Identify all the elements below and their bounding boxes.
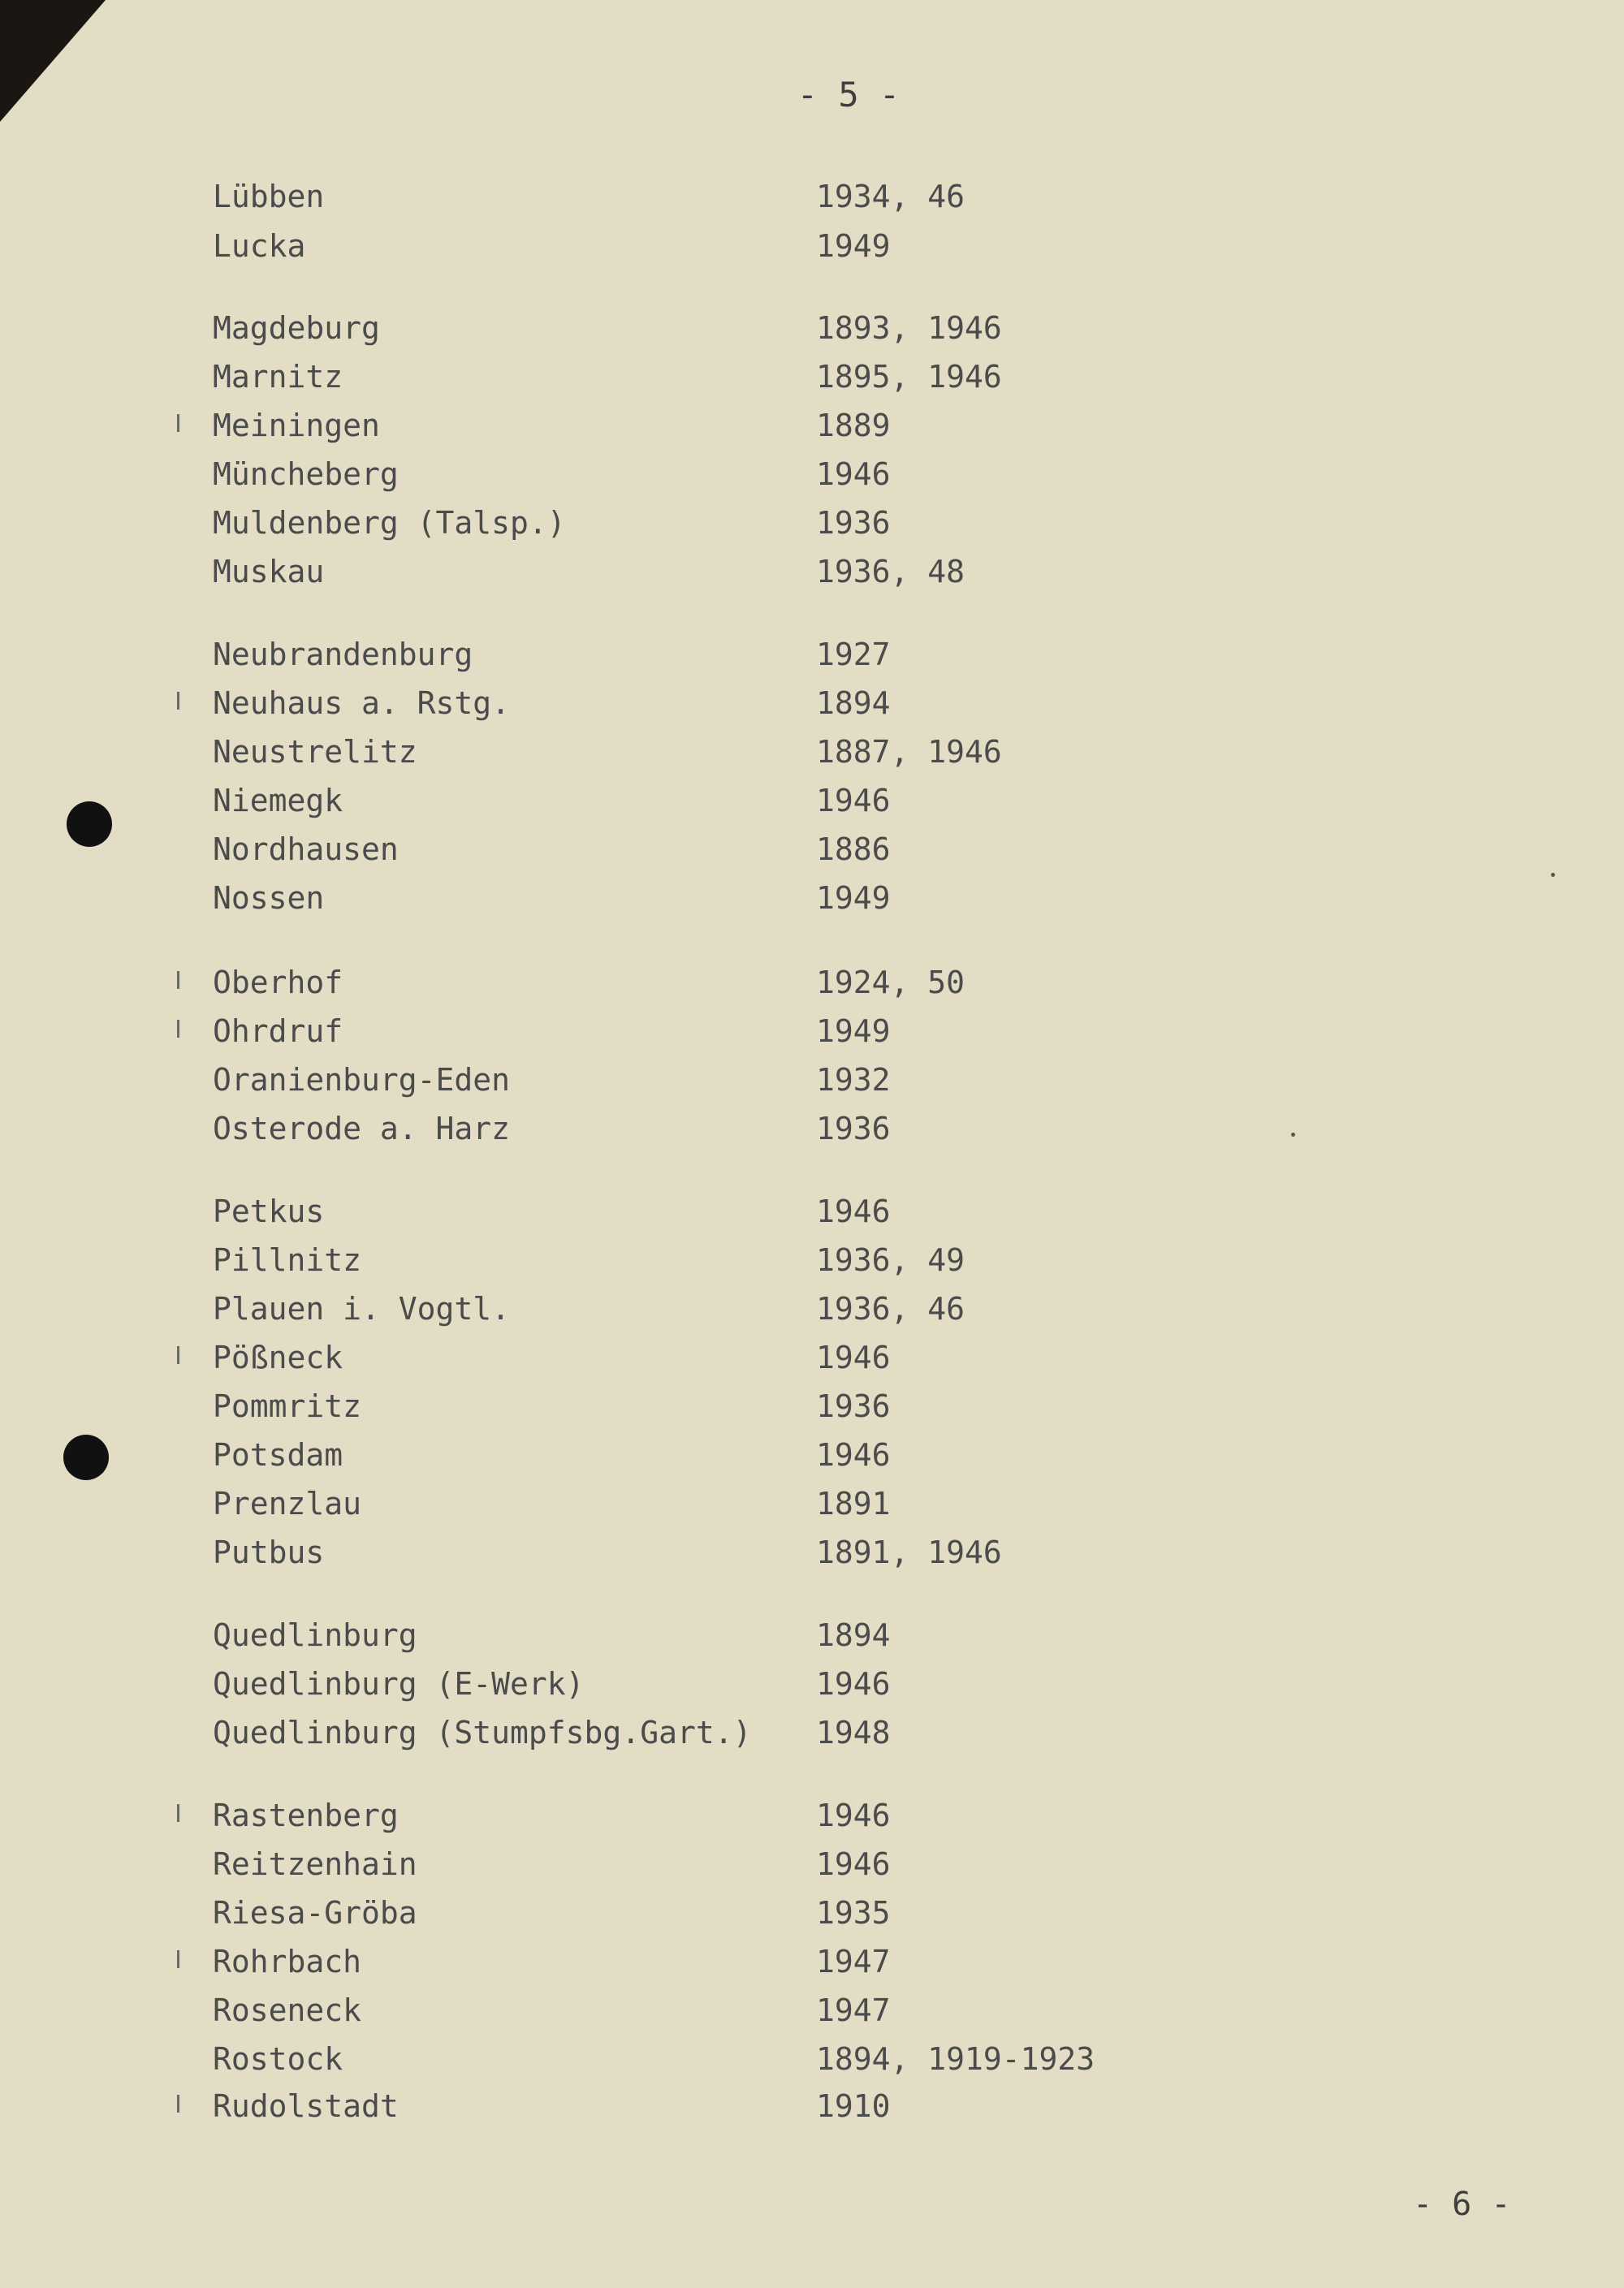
pencil-tick-mark xyxy=(177,414,179,432)
years-value: 1936, 46 xyxy=(816,1291,965,1327)
place-name: Osterode a. Harz xyxy=(213,1111,511,1146)
place-name: Rastenberg xyxy=(213,1798,399,1833)
list-item xyxy=(0,1338,1299,1377)
place-name: Ohrdruf xyxy=(213,1013,343,1049)
years-value: 1894 xyxy=(816,1617,891,1653)
place-name: Riesa-Gröba xyxy=(213,1895,417,1931)
place-name: Potsdam xyxy=(213,1437,343,1473)
place-name: Rohrbach xyxy=(213,1944,362,1979)
paper-speck xyxy=(1551,873,1555,877)
page-number: - 5 - xyxy=(797,75,901,114)
pencil-tick-mark xyxy=(177,1346,179,1364)
list-item xyxy=(0,684,1299,723)
place-name: Marnitz xyxy=(213,359,343,395)
list-item xyxy=(0,1713,1299,1752)
list-item xyxy=(0,1533,1299,1572)
years-value: 1886 xyxy=(816,831,891,867)
years-value: 1894 xyxy=(816,685,891,721)
list-item xyxy=(0,1893,1299,1932)
list-item xyxy=(0,552,1299,591)
list-item xyxy=(0,2087,1299,2126)
years-value: 1893, 1946 xyxy=(816,310,1002,346)
years-value: 1932 xyxy=(816,1062,891,1098)
years-value: 1949 xyxy=(816,228,891,264)
place-name: Lucka xyxy=(213,228,306,264)
list-item xyxy=(0,1616,1299,1655)
list-item xyxy=(0,1012,1299,1051)
pencil-tick-mark xyxy=(177,1020,179,1038)
list-item xyxy=(0,1664,1299,1703)
pencil-tick-mark xyxy=(177,2095,179,2113)
years-value: 1924, 50 xyxy=(816,965,965,1000)
years-value: 1887, 1946 xyxy=(816,734,1002,770)
years-value: 1934, 46 xyxy=(816,179,965,214)
years-value: 1936 xyxy=(816,1111,891,1146)
place-name: Petkus xyxy=(213,1194,325,1229)
list-item xyxy=(0,1289,1299,1328)
place-name: Putbus xyxy=(213,1535,325,1570)
years-value: 1889 xyxy=(816,408,891,443)
years-value: 1936, 48 xyxy=(816,554,965,589)
list-item xyxy=(0,177,1299,216)
years-value: 1949 xyxy=(816,1013,891,1049)
place-name: Quedlinburg (E-Werk) xyxy=(213,1666,585,1702)
place-name: Meiningen xyxy=(213,408,380,443)
place-name: Neuhaus a. Rstg. xyxy=(213,685,511,721)
list-item xyxy=(0,1796,1299,1835)
place-name: Lübben xyxy=(213,179,325,214)
years-value: 1910 xyxy=(816,2088,891,2124)
place-name: Pommritz xyxy=(213,1388,362,1424)
place-name: Prenzlau xyxy=(213,1486,362,1522)
years-value: 1935 xyxy=(816,1895,891,1931)
list-item xyxy=(0,503,1299,542)
list-item xyxy=(0,1060,1299,1099)
years-value: 1947 xyxy=(816,1944,891,1979)
list-item xyxy=(0,1484,1299,1523)
list-item xyxy=(0,781,1299,820)
list-item xyxy=(0,1192,1299,1231)
years-value: 1946 xyxy=(816,456,891,492)
place-name: Nordhausen xyxy=(213,831,399,867)
years-value: 1946 xyxy=(816,1798,891,1833)
years-value: 1946 xyxy=(816,1194,891,1229)
list-item xyxy=(0,732,1299,771)
pencil-tick-mark xyxy=(177,1804,179,1822)
place-name: Müncheberg xyxy=(213,456,399,492)
list-item xyxy=(0,227,1299,265)
place-name: Oranienburg-Eden xyxy=(213,1062,511,1098)
place-name: Niemegk xyxy=(213,783,343,818)
place-name: Neustrelitz xyxy=(213,734,417,770)
years-value: 1949 xyxy=(816,880,891,916)
pencil-tick-mark xyxy=(177,971,179,989)
pencil-tick-mark xyxy=(177,1950,179,1968)
list-item xyxy=(0,1109,1299,1148)
list-item xyxy=(0,879,1299,917)
list-item xyxy=(0,406,1299,445)
list-item xyxy=(0,830,1299,869)
list-item xyxy=(0,963,1299,1002)
years-value: 1946 xyxy=(816,783,891,818)
place-name: Pößneck xyxy=(213,1340,343,1375)
place-name: Roseneck xyxy=(213,1992,362,2028)
list-item xyxy=(0,455,1299,494)
list-item xyxy=(0,635,1299,674)
place-name: Reitzenhain xyxy=(213,1846,417,1882)
years-value: 1946 xyxy=(816,1437,891,1473)
years-value: 1894, 1919-1923 xyxy=(816,2041,1095,2077)
list-item xyxy=(0,1387,1299,1426)
years-value: 1891, 1946 xyxy=(816,1535,1002,1570)
place-name: Oberhof xyxy=(213,965,343,1000)
years-value: 1947 xyxy=(816,1992,891,2028)
years-value: 1891 xyxy=(816,1486,891,1522)
folded-corner xyxy=(0,0,106,122)
place-name: Muskau xyxy=(213,554,325,589)
list-item xyxy=(0,1991,1299,2030)
place-name: Magdeburg xyxy=(213,310,380,346)
place-name: Quedlinburg xyxy=(213,1617,417,1653)
list-item xyxy=(0,2040,1299,2079)
place-name: Plauen i. Vogtl. xyxy=(213,1291,511,1327)
place-name: Rostock xyxy=(213,2041,343,2077)
list-item xyxy=(0,309,1299,348)
pencil-tick-mark xyxy=(177,692,179,710)
list-item xyxy=(0,357,1299,396)
place-name: Quedlinburg (Stumpfsbg.Gart.) xyxy=(213,1715,752,1751)
list-item xyxy=(0,1845,1299,1884)
place-name: Muldenberg (Talsp.) xyxy=(213,505,566,541)
list-item xyxy=(0,1435,1299,1474)
place-name: Pillnitz xyxy=(213,1242,362,1278)
years-value: 1946 xyxy=(816,1846,891,1882)
years-value: 1936 xyxy=(816,1388,891,1424)
next-page-marker: - 6 - xyxy=(1413,2186,1511,2223)
years-value: 1946 xyxy=(816,1666,891,1702)
years-value: 1936 xyxy=(816,505,891,541)
list-item xyxy=(0,1942,1299,1981)
place-name: Neubrandenburg xyxy=(213,637,473,672)
years-value: 1927 xyxy=(816,637,891,672)
list-item xyxy=(0,1241,1299,1280)
years-value: 1936, 49 xyxy=(816,1242,965,1278)
place-name: Rudolstadt xyxy=(213,2088,399,2124)
place-name: Nossen xyxy=(213,880,325,916)
years-value: 1895, 1946 xyxy=(816,359,1002,395)
years-value: 1948 xyxy=(816,1715,891,1751)
years-value: 1946 xyxy=(816,1340,891,1375)
